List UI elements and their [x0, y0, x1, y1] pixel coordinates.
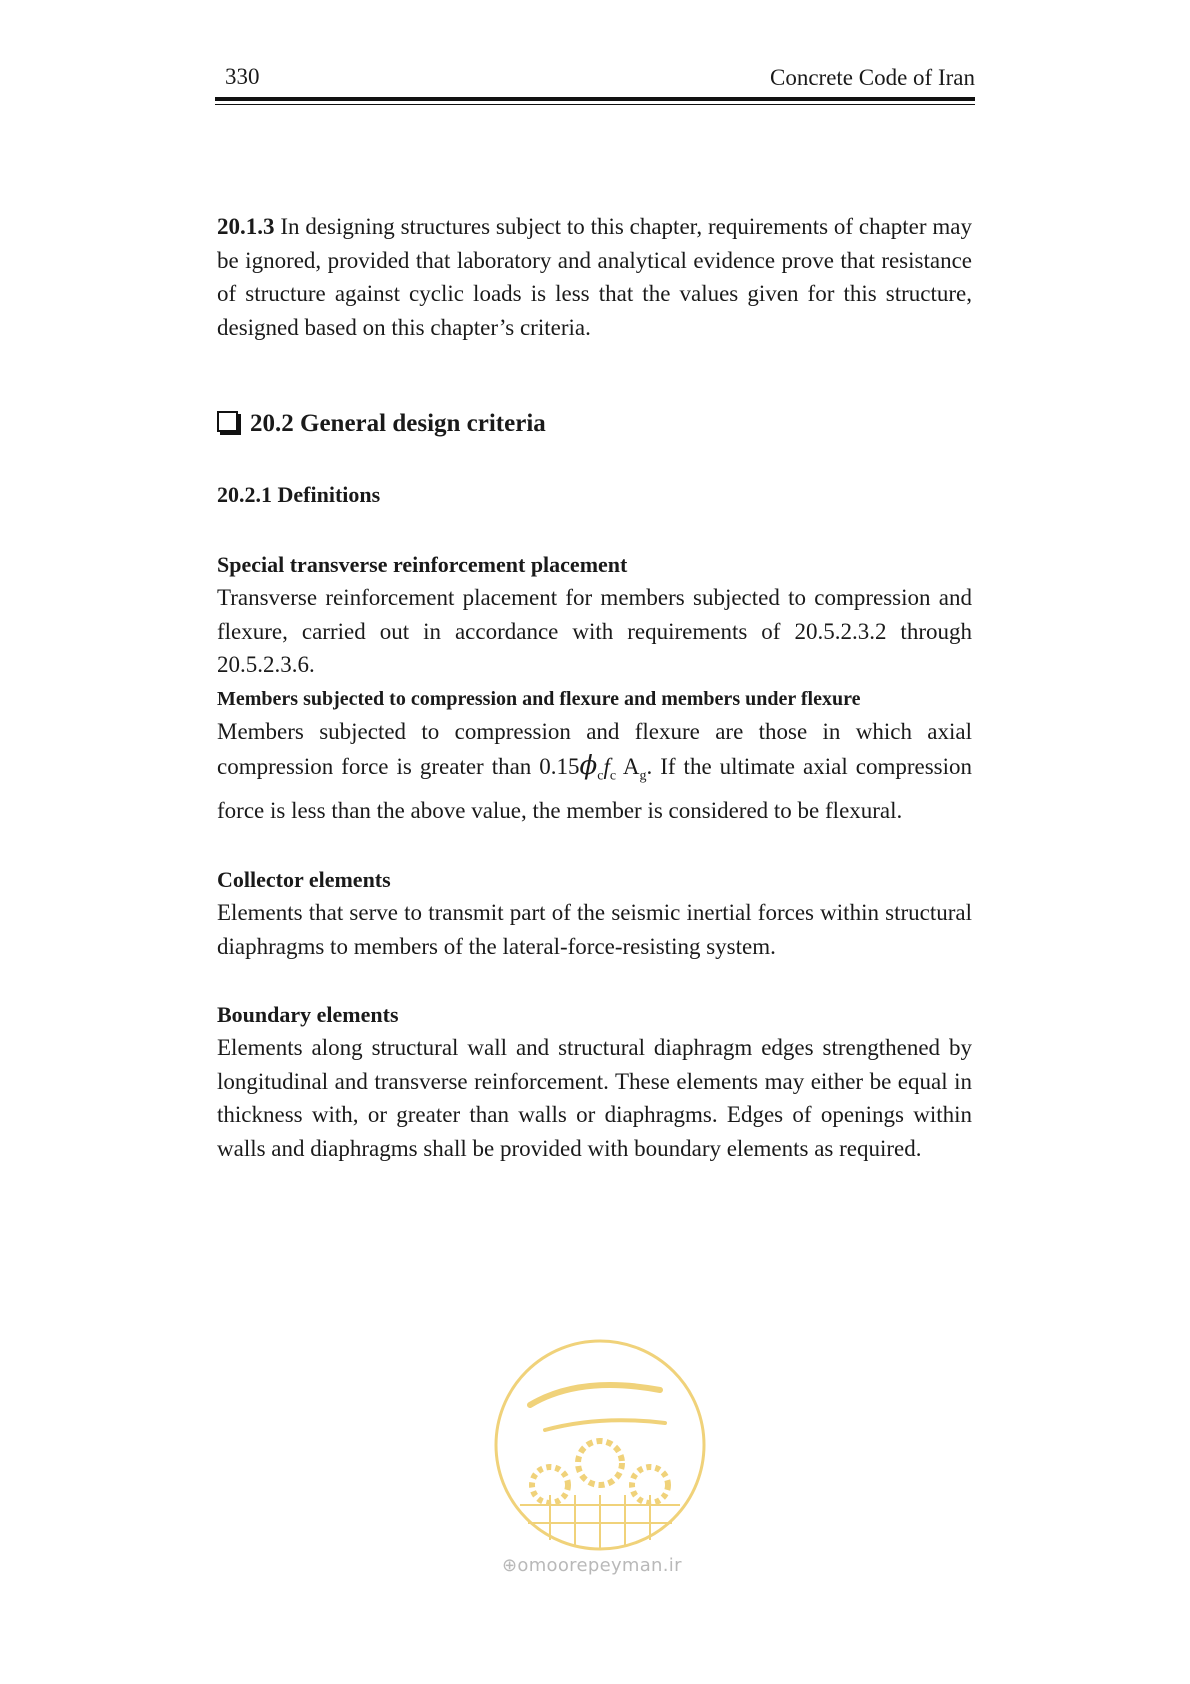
page-number: 330 — [225, 64, 260, 89]
definition-term: Boundary elements — [217, 1002, 399, 1028]
definitions-list — [217, 548, 972, 1165]
definition-term: Collector elements — [217, 867, 391, 893]
phi-symbol: ϕ — [579, 750, 598, 781]
clause-number: 20.1.3 — [217, 214, 275, 239]
definition-text: Elements along structural wall and structural diaphragm edges strengthened by longitudinal and transverse reinforcement. These elements may either be equal in thickness with, or greater than walls or diaphragms. Edges of openings within walls and diaphragms shall be provided with boundary elements as required. — [217, 1035, 972, 1161]
body-text — [217, 210, 972, 344]
definition-text: Transverse reinforcement placement for members subjected to compression and flexure, carried out in accordance with requirements of 20.5.2.3.2 through 20.5.2.3.6. — [217, 585, 972, 677]
running-title: Concrete Code of Iran — [769, 65, 975, 90]
members-text-a: Members subjected to compression and flexure are those in which axial compression force is greater than 0.15 — [217, 718, 972, 779]
fc-subscript: c — [609, 768, 617, 784]
header-rule-thin — [215, 104, 975, 105]
members-text-b: . If the ultimate axial compression force is less than the above value, the member is considered to be flexural. — [217, 753, 972, 824]
ag-subscript: g — [639, 768, 647, 784]
subsection-heading: 20.2.1 Definitions — [217, 482, 381, 507]
phi-subscript: c — [597, 768, 604, 784]
header-rule-thick — [215, 97, 975, 101]
section-heading — [217, 410, 546, 438]
watermark-logo — [490, 1335, 710, 1555]
section-heading-text: 20.2 General design criteria — [250, 410, 546, 437]
definition-term: Members subjected to compression and flexure and members under flexure — [217, 687, 861, 710]
clause-text: In designing structures subject to this chapter, requirements of chapter may be ignored, provided that laboratory and analytical evidence prove that resistance of structure against cyclic loads is less that the values given for this structure, designed based on this chapter’s criteria. — [217, 214, 972, 340]
watermark-site: ⊕omoorepeyman.ir — [502, 1555, 682, 1576]
definition-term: Special transverse reinforcement placement — [217, 552, 628, 577]
definition-text — [217, 714, 972, 829]
checkbox-icon — [217, 411, 238, 432]
paragraph-20-1-3 — [217, 210, 972, 344]
ag-symbol: A — [616, 753, 640, 779]
definition-text: Elements that serve to transmit part of the seismic inertial forces within structural diaphragms to members of the lateral-force-resisting system. — [217, 900, 972, 959]
fc-symbol: f — [603, 753, 610, 779]
